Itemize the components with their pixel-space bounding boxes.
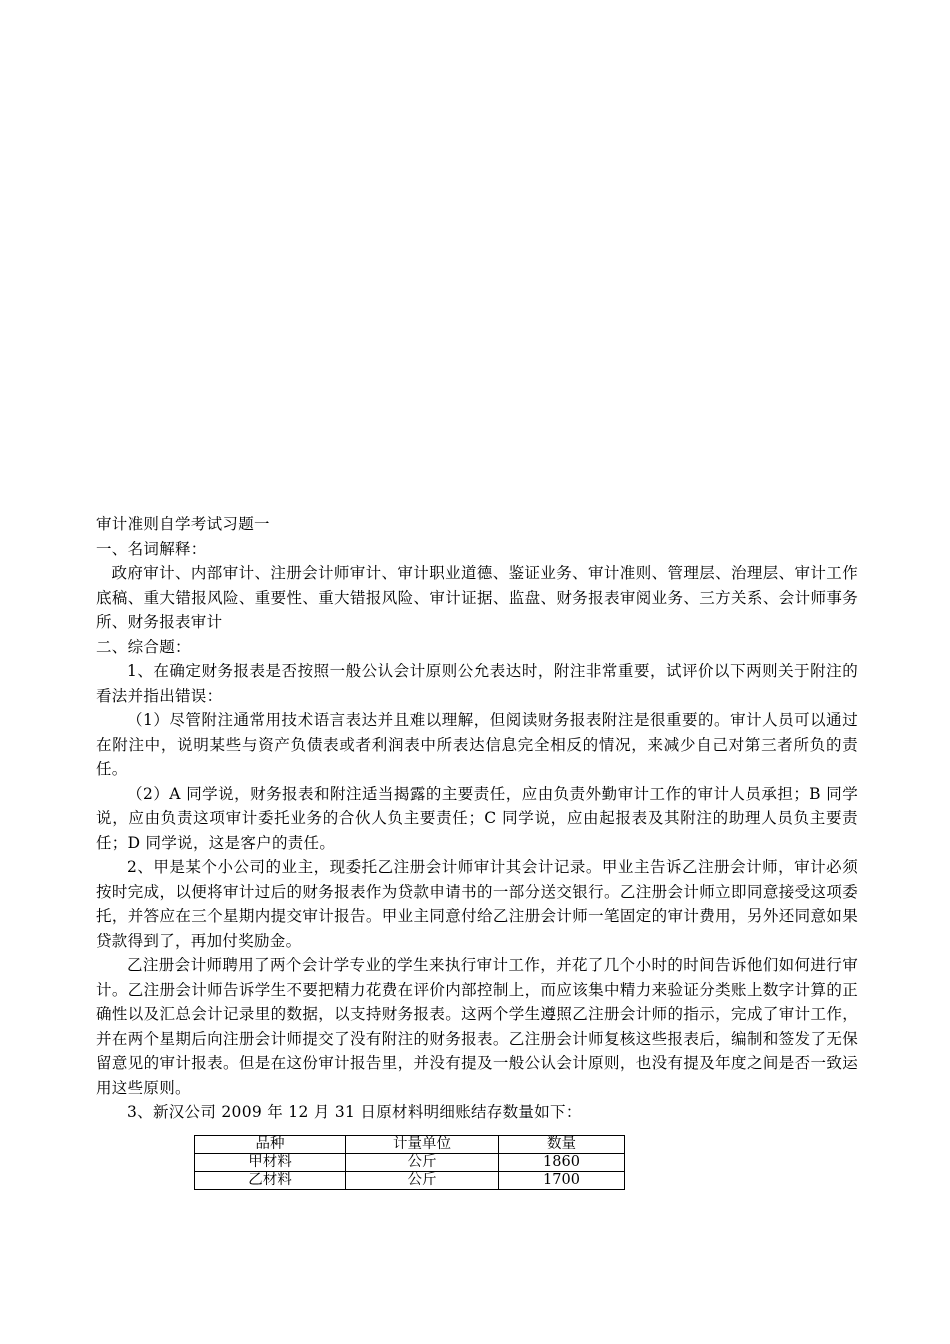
table-cell: 公斤 [346,1153,499,1171]
table-cell: 乙材料 [195,1171,346,1189]
document-page [96,512,858,1190]
question1-item2: （2）A 同学说，财务报表和附注适当揭露的主要责任，应由负责外勤审计工作的审计人员承担；B 同学说，应由负责这项审计委托业务的合伙人负主要责任；C 同学说，应由起报表及其附注的助理人员负主要责任；D 同学说，这是客户的责任。 [96,784,858,852]
question1-intro: 1、在确定财务报表是否按照一般公认会计原则公允表达时，附注非常重要，试评价以下两则关于附注的看法并指出错误： [96,662,858,705]
table-row [195,1153,625,1171]
section1-terms: 政府审计、内部审计、注册会计师审计、审计职业道德、鉴证业务、审计准则、管理层、治理层、审计工作底稿、重大错报风险、重要性、重大错报风险、审计证据、监盘、财务报表审阅业务、三方关系、会计师事务所、财务报表审计 [96,564,858,631]
question2-paragraph1: 2、甲是某个小公司的业主，现委托乙注册会计师审计其会计记录。甲业主告诉乙注册会计师，审计必须按时完成，以便将审计过后的财务报表作为贷款申请书的一部分送交银行。乙注册会计师立即同意接受这项委托，并答应在三个星期内提交审计报告。甲业主同意付给乙注册会计师一笔固定的审计费用，另外还同意如果贷款得到了，再加付奖励金。 [96,858,858,950]
table-header-row [195,1135,625,1153]
table-header-cell: 数量 [499,1135,625,1153]
table-cell: 公斤 [346,1171,499,1189]
table-row [195,1171,625,1189]
table-header-cell: 计量单位 [346,1135,499,1153]
document-title: 审计准则自学考试习题一 [96,515,270,533]
material-table-wrapper [194,1135,858,1190]
material-table [194,1135,625,1190]
table-cell: 1860 [499,1153,625,1171]
question1-item1: （1）尽管附注通常用技术语言表达并且难以理解，但阅读财务报表附注是很重要的。审计人员可以通过在附注中，说明某些与资产负债表或者利润表中所表达信息完全相反的情况，来减少自己对第三者所负的责任。 [96,711,858,778]
table-cell: 1700 [499,1171,625,1189]
table-cell: 甲材料 [195,1153,346,1171]
section1-heading: 一、名词解释： [96,539,207,558]
question3-intro: 3、新汉公司 2009 年 12 月 31 日原材料明细账结存数量如下： [127,1103,582,1121]
question2-paragraph2: 乙注册会计师聘用了两个会计学专业的学生来执行审计工作，并花了几个小时的时间告诉他们如何进行审计。乙注册会计师告诉学生不要把精力花费在评价内部控制上，而应该集中精力来验证分类账上数字计算的正确性以及汇总会计记录里的数据，以支持财务报表。这两个学生遵照乙注册会计师的指示，完成了审计工作，并在两个星期后向注册会计师提交了没有附注的财务报表。乙注册会计师复核这些报表后，编制和签发了无保留意见的审计报表。但是在这份审计报告里，并没有提及一般公认会计原则，也没有提及年度之间是否一致运用这些原则。 [96,956,858,1097]
section2-heading: 二、综合题： [96,637,191,656]
table-header-cell: 品种 [195,1135,346,1153]
